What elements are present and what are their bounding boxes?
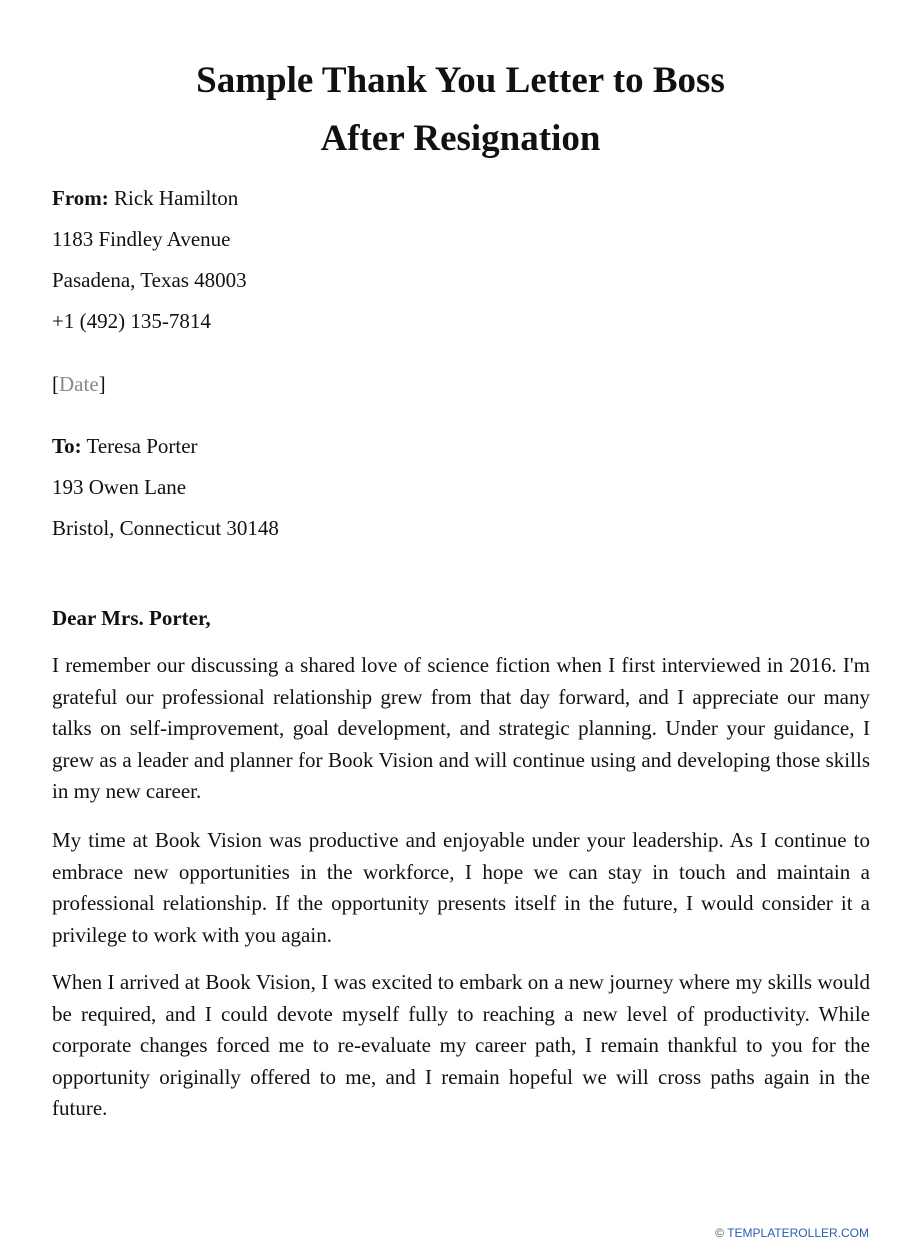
- title-line-2: After Resignation: [320, 118, 601, 159]
- copyright-symbol: ©: [715, 1226, 725, 1240]
- footer-site-link[interactable]: TEMPLATEROLLER.COM: [727, 1226, 869, 1240]
- body-paragraph-2: My time at Book Vision was productive and enjoyable under your leadership. As I continue to embrace new opportunities in the workforce, I hope we can stay in touch and maintain a professional relationship. If the opportunity presents itself in the future, I would consider it a privilege to work with you again.: [52, 828, 870, 947]
- sender-label: From:: [52, 186, 109, 210]
- date-field: [52, 364, 870, 405]
- sender-street: 1183 Findley Avenue: [52, 227, 231, 251]
- recipient-city: Bristol, Connecticut 30148: [52, 516, 279, 540]
- date-line: [52, 364, 870, 405]
- page-title: [0, 52, 921, 168]
- recipient-street: 193 Owen Lane: [52, 475, 187, 499]
- sender-phone: +1 (492) 135-7814: [52, 309, 211, 333]
- date-placeholder: Date: [59, 372, 99, 396]
- sender-address-block: [52, 178, 870, 342]
- sender-city: Pasadena, Texas 48003: [52, 268, 247, 292]
- body-paragraph-3: When I arrived at Book Vision, I was excited to embark on a new journey where my skills would be required, and I could devote myself fully to reaching a new level of productivity. While corporate changes forced me to re-evaluate my career path, I remain thankful to you for the opportunity originally offered to me, and I remain hopeful we will cross paths again in the future.: [52, 970, 870, 1120]
- recipient-name: Teresa Porter: [86, 434, 198, 458]
- salutation: Dear Mrs. Porter,: [52, 606, 211, 630]
- date-open-bracket: [: [52, 372, 59, 396]
- recipient-name-line: [52, 426, 870, 467]
- title-line-1: Sample Thank You Letter to Boss: [196, 60, 725, 101]
- body-paragraph-1: I remember our discussing a shared love of science fiction when I first interviewed in 2016. I'm grateful our professional relationship grew from that day forward, and I appreciate our many talks on self-improvement, goal development, and strategic planning. Under your guidance, I grew as a leader and planner for Book Vision and will continue using and developing those skills in my new career.: [52, 653, 870, 803]
- sender-name: Rick Hamilton: [114, 186, 239, 210]
- date-close-bracket: ]: [98, 372, 106, 396]
- recipient-label: To:: [52, 434, 82, 458]
- footer-credit: [715, 1226, 869, 1240]
- recipient-address-block: [52, 426, 870, 549]
- sender-name-line: [52, 178, 870, 219]
